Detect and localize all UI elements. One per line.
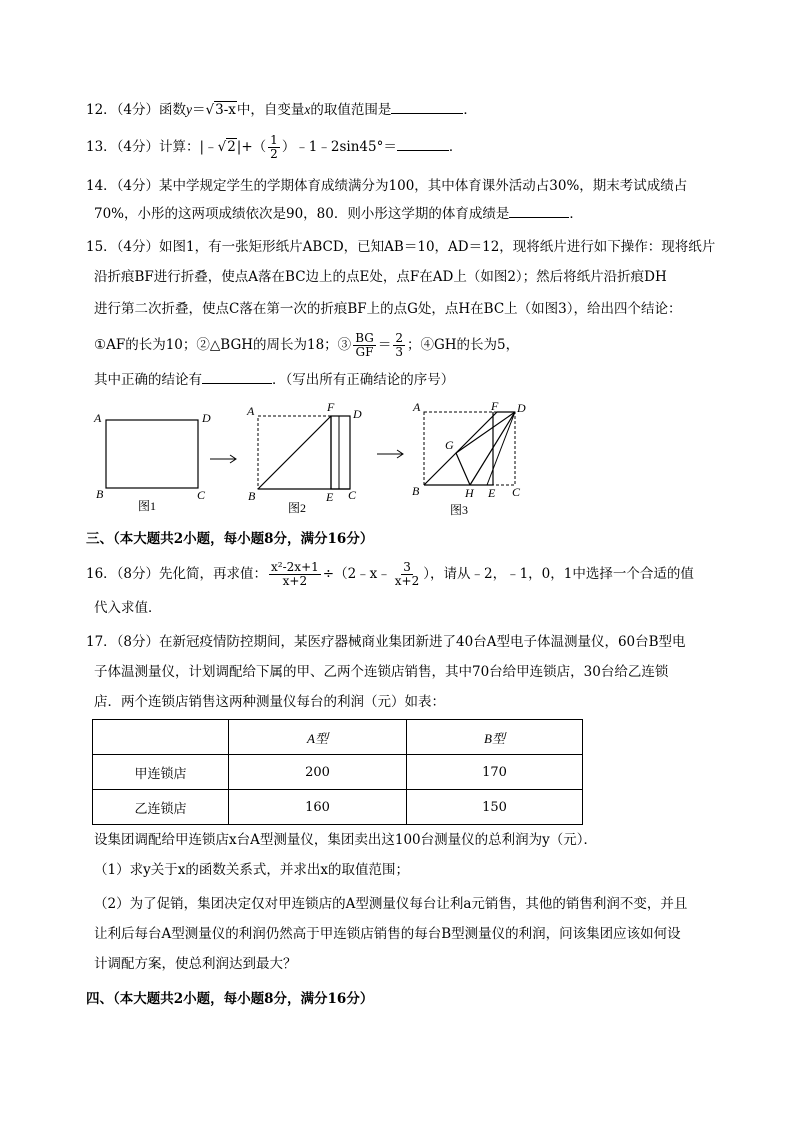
table-cell: 200 xyxy=(229,755,407,790)
section-4-heading: 四、（本大题共2小题，每小题8分，满分16分） xyxy=(86,991,374,1007)
fraction: $\frac{BG}{GF}$ xyxy=(355,331,374,359)
label-A: A xyxy=(94,411,102,425)
label-F: F xyxy=(327,400,335,414)
sqrt-sign: √ xyxy=(205,102,215,118)
fraction: $\frac{\text{x²-2x+1}}{x+2}$ xyxy=(271,560,319,588)
label-D: D xyxy=(353,407,362,421)
label-F: F xyxy=(491,399,499,413)
figures-q15 xyxy=(90,398,540,520)
section-3-heading: 三、（本大题共2小题，每小题8分，满分16分） xyxy=(86,531,374,547)
question-17-part2-line2: 让利后每台A型测量仪的利润仍然高于甲连锁店销售的每台B型测量仪的利润，问该集团应该如何设 xyxy=(94,926,681,942)
rectangle-abcd xyxy=(106,420,198,488)
label-H: H xyxy=(465,486,474,500)
label-B: B xyxy=(96,487,104,501)
answer-blank[interactable] xyxy=(391,100,463,114)
sqrt-sign: √ xyxy=(217,139,227,155)
question-13: 13．（4分）计算：|﹣√2|+（ $\frac{1}{2}$ ）﹣1﹣2sin45°＝ ． xyxy=(86,133,463,161)
answer-blank[interactable] xyxy=(509,204,569,218)
label-E: E xyxy=(326,490,334,504)
question-17-line4: 设集团调配给甲连锁店x台A型测量仪，集团卖出这100台测量仪的总利润为y（元）． xyxy=(94,832,598,848)
question-17-line3: 店．两个连锁店销售这两种测量仪每台的利润（元）如表： xyxy=(94,694,445,710)
label-C: C xyxy=(197,488,206,502)
question-16-line2: 代入求值． xyxy=(94,600,162,616)
fold-line-bf xyxy=(258,416,331,489)
table-cell: 甲连锁店 xyxy=(93,755,229,790)
label-B: B xyxy=(412,484,420,498)
profit-table xyxy=(92,719,583,825)
label-G: G xyxy=(445,438,454,452)
caption-fig3: 图3 xyxy=(450,503,469,517)
question-14-line1: 14．（4分）某中学规定学生的学期体育成绩满分为100，其中体育课外活动占30%，期末考试成绩占 xyxy=(86,178,688,194)
label-C: C xyxy=(512,485,521,499)
arrow-icon xyxy=(377,450,403,458)
question-15-line1: 15．（4分）如图1，有一张矩形纸片ABCD，已知AB＝10，AD＝12，现将纸片进行如下操作：现将纸片 xyxy=(86,239,716,255)
table-header-row xyxy=(93,720,583,755)
dashed-original-rectangle xyxy=(258,416,350,489)
fold-line-dg xyxy=(456,412,515,453)
table-cell: 乙连锁店 xyxy=(93,790,229,825)
caption-fig2: 图2 xyxy=(288,501,307,515)
label-D: D xyxy=(202,411,211,425)
label-E: E xyxy=(488,486,496,500)
question-12: 12．（4分）函数y＝√3-x中，自变量x的取值范围是 ． xyxy=(86,102,477,118)
fraction: $\frac{2}{3}$ xyxy=(395,331,403,359)
answer-blank[interactable] xyxy=(202,370,272,384)
question-17-line1: 17．（8分）在新冠疫情防控期间，某医疗器械商业集团新进了40台A型电子体温测量仪，60台B型电 xyxy=(86,634,686,650)
label-A: A xyxy=(247,404,255,418)
table-row xyxy=(93,755,583,790)
question-16: 16．（8分）先化简，再求值： $\frac{\text{x²-2x+1}}{x+2}$ ÷（2﹣x﹣ $\frac{3}{x+2}$ ），请从﹣2，﹣1，0，1中选择一个合适的值 xyxy=(86,560,694,588)
question-15-conclusions: ①AF的长为10；②△BGH的周长为18；③ $\frac{BG}{GF}$ ＝ $\frac{2}{3}$ ；④GH的长为5， xyxy=(94,331,520,359)
question-15-line5: 其中正确的结论有 ．（写出所有正确结论的序号） xyxy=(94,372,455,388)
question-17-line2: 子体温测量仪，计划调配给下属的甲、乙两个连锁店销售，其中70台给甲连锁店，30台给乙连锁 xyxy=(94,664,669,680)
table-cell: 150 xyxy=(407,790,583,825)
question-15-line2: 沿折痕BF进行折叠，使点A落在BC边上的点E处，点F在AD上（如图2）；然后将纸片沿折痕DH xyxy=(94,269,667,285)
table-header-cell: A型 xyxy=(229,720,407,755)
label-D: D xyxy=(517,401,526,415)
caption-fig1: 图1 xyxy=(138,499,157,513)
fraction: $\frac{3}{x+2}$ xyxy=(394,560,420,588)
question-17-part2-line3: 计调配方案，使总利润达到最大？ xyxy=(94,956,297,972)
table-header-cell: B型 xyxy=(407,720,583,755)
question-17-part2-line1: （2）为了促销，集团决定仅对甲连锁店的A型测量仪每台让利a元销售，其他的销售利润不变，并且 xyxy=(94,896,688,912)
table-row xyxy=(93,790,583,825)
arrow-icon xyxy=(210,455,236,463)
label-C: C xyxy=(348,488,357,502)
label-A: A xyxy=(413,400,421,414)
question-15-line3: 进行第二次折叠，使点C落在第一次的折痕BF上的点G处，点H在BC上（如图3），给出四个结论： xyxy=(94,301,682,317)
label-B: B xyxy=(248,489,256,503)
table-cell: 160 xyxy=(229,790,407,825)
fraction: $\frac{1}{2}$ xyxy=(270,133,278,161)
figure-2 xyxy=(246,400,362,515)
fold-line-bf xyxy=(424,412,497,485)
figure-1 xyxy=(93,411,211,513)
answer-blank[interactable] xyxy=(397,137,449,151)
question-14-line2: 70%，小彤的这两项成绩依次是90，80．则小彤这学期的体育成绩是 ． xyxy=(94,206,583,222)
question-17-part1: （1）求y关于x的函数关系式，并求出x的取值范围； xyxy=(94,862,409,878)
table-header-cell xyxy=(93,720,229,755)
table-cell: 170 xyxy=(407,755,583,790)
figure-3 xyxy=(412,399,526,517)
